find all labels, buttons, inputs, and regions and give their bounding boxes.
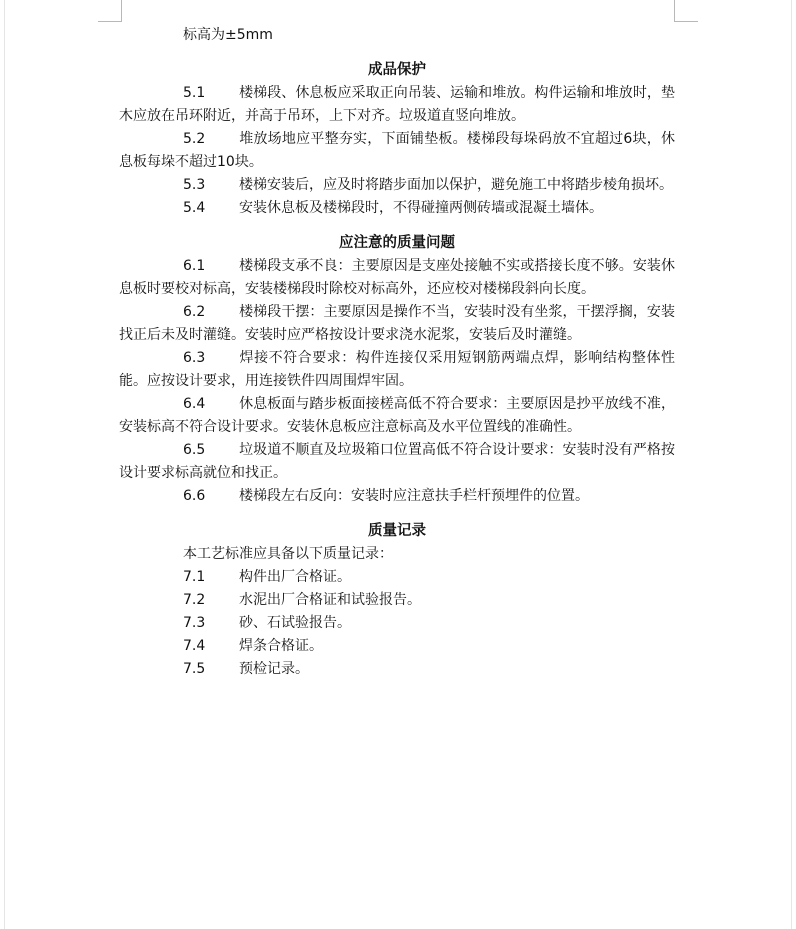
item-text: 楼梯段支承不良：主要原因是支座处接触不实或搭接长度不够。安装休息板时要校对标高，安装楼梯段时除校对标高外，还应校对楼梯段斜向长度。 [119, 258, 675, 297]
margin-corner-top-right [674, 0, 675, 22]
item-number: 7.1 [183, 569, 206, 585]
item-number: 7.5 [183, 661, 206, 677]
item-number: 5.1 [183, 85, 206, 101]
record-item-7-1 [119, 566, 675, 589]
item-text: 楼梯段左右反向：安装时应注意扶手栏杆预埋件的位置。 [239, 488, 589, 504]
item-text: 楼梯段干摆：主要原因是操作不当，安装时没有坐浆，干摆浮搁，安装找正后未及时灌缝。安装时应严格按设计要求浇水泥浆，安装后及时灌缝。 [119, 304, 675, 343]
record-item-7-2 [119, 589, 675, 612]
item-text: 水泥出厂合格证和试验报告。 [239, 592, 421, 608]
page-left-edge [4, 0, 5, 929]
item-number: 6.6 [183, 488, 206, 504]
item-text: 楼梯安装后，应及时将踏步面加以保护，避免施工中将踏步棱角损坏。 [239, 177, 673, 193]
paragraph-5-2 [119, 128, 675, 174]
paragraph-6-2 [119, 301, 675, 347]
paragraph-6-1 [119, 255, 675, 301]
item-text: 预检记录。 [239, 661, 309, 677]
section-title-protection: 成品保护 [368, 62, 426, 78]
item-text: 焊接不符合要求：构件连接仅采用短钢筋两端点焊，影响结构整体性能。应按设计要求，用连接铁件四周围焊牢固。 [119, 350, 675, 389]
elevation-tolerance-line: 标高为±5mm [183, 27, 273, 43]
item-number: 6.5 [183, 442, 206, 458]
paragraph-5-4 [119, 197, 675, 220]
item-number: 6.1 [183, 258, 206, 274]
record-item-7-4 [119, 635, 675, 658]
margin-corner-top-right-h [674, 21, 698, 22]
record-item-7-5 [119, 658, 675, 681]
paragraph-6-5 [119, 439, 675, 485]
item-number: 5.2 [183, 131, 206, 147]
page-right-edge [791, 0, 792, 929]
item-number: 7.4 [183, 638, 206, 654]
section-title-quality-issues: 应注意的质量问题 [339, 235, 455, 251]
section-title-records: 质量记录 [368, 523, 426, 539]
item-number: 6.3 [183, 350, 206, 366]
item-number: 5.3 [183, 177, 206, 193]
item-number: 6.4 [183, 396, 206, 412]
item-text: 休息板面与踏步板面接槎高低不符合要求：主要原因是抄平放线不准，安装标高不符合设计要求。安装休息板应注意标高及水平位置线的准确性。 [119, 396, 675, 435]
margin-corner-top-left [121, 0, 122, 22]
paragraph-5-1 [119, 82, 675, 128]
item-text: 楼梯段、休息板应采取正向吊装、运输和堆放。构件运输和堆放时，垫木应放在吊环附近，并高于吊环，上下对齐。垃圾道直竖向堆放。 [119, 85, 675, 124]
records-intro: 本工艺标准应具备以下质量记录： [183, 546, 393, 562]
document-body [119, 24, 675, 681]
item-number: 5.4 [183, 200, 206, 216]
item-text: 堆放场地应平整夯实，下面铺垫板。楼梯段每垛码放不宜超过6块，休息板每垛不超过10块。 [119, 131, 675, 170]
paragraph-6-6 [119, 485, 675, 508]
item-text: 垃圾道不顺直及垃圾箱口位置高低不符合设计要求：安装时没有严格按设计要求标高就位和找正。 [119, 442, 675, 481]
record-item-7-3 [119, 612, 675, 635]
item-number: 7.2 [183, 592, 206, 608]
paragraph-6-4 [119, 393, 675, 439]
margin-corner-top-left-h [98, 21, 122, 22]
item-number: 6.2 [183, 304, 206, 320]
paragraph-6-3 [119, 347, 675, 393]
item-text: 砂、石试验报告。 [239, 615, 351, 631]
item-text: 安装休息板及楼梯段时，不得碰撞两侧砖墙或混凝土墙体。 [239, 200, 603, 216]
item-text: 焊条合格证。 [239, 638, 323, 654]
item-text: 构件出厂合格证。 [239, 569, 351, 585]
paragraph-5-3 [119, 174, 675, 197]
item-number: 7.3 [183, 615, 206, 631]
